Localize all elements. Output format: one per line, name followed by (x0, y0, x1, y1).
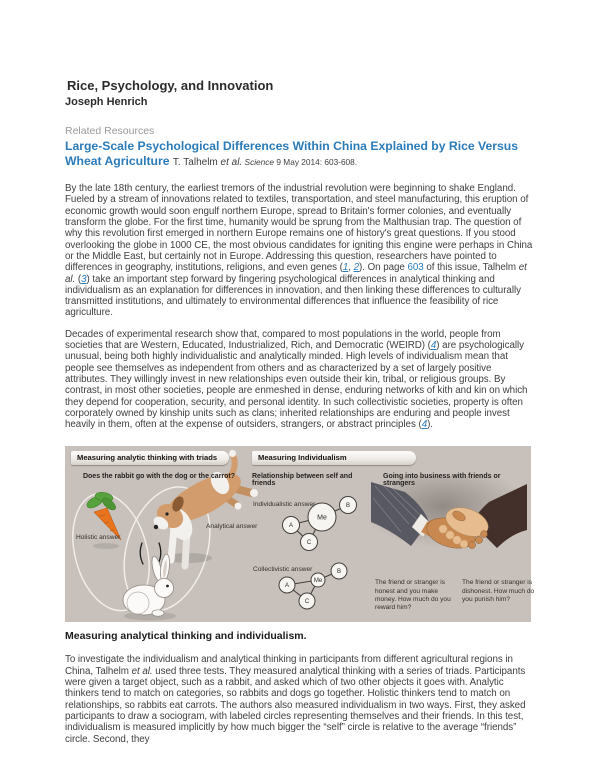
dishonest-scenario-text: The friend or stranger is dishonest. How much do you punish him? (462, 579, 535, 604)
sociogram-node-c: C (304, 599, 310, 606)
reference-link[interactable]: 603 (407, 262, 424, 274)
individualistic-answer-label: Individualistic answer (253, 501, 316, 509)
paragraph-1 (65, 183, 535, 319)
text-run: et al. (220, 156, 243, 168)
figure-header-triads: Measuring analytic thinking with triads (71, 451, 229, 465)
text-run: Decades of experimental research show that, compared to most populations in the world, people from societies that are Western, Educated, Industrialized, Rich, and Democratic (WEIRD) ( (65, 328, 501, 352)
holistic-answer-label: Holistic answer (76, 534, 121, 542)
handshake-illustration (371, 476, 527, 578)
text-run: ) take an important step forward by fingering psychological differences in analytical thinking and individualism as an explanation for differences in innovation, and then linking these differences to culturally transmitted institutions, and ultimately to environmental differences that influence the feasibility of rice agriculture. (65, 273, 521, 319)
related-resources-heading: Related Resources (65, 125, 155, 137)
paragraph-3 (65, 654, 535, 744)
text-run: To investigate the individualism and analytical thinking in participants from different agricultural regions in China, Talhelm (65, 654, 513, 677)
figure-panel (65, 446, 535, 622)
paragraph-2 (65, 329, 535, 431)
text-run: ( (75, 273, 82, 285)
sociogram-illustration (250, 496, 370, 614)
text-run: used three tests. They measured analytical thinking with a series of triads. Participants were given a target object, such as a rabbit, and asked which of two other objects it goes with. Analytic thinkers tend to match on categories, so rabbits and dogs go together. Holistic thinkers tend to match on relationships, so rabbits eat carrots. The authors also measured individualism in two ways. First, they asked participants to draw a sociogram, with labeled circles representing themselves and their friends. In this test, individualism is measured implicitly by how much bigger the “self” circle is relative to the average “friends” circle. Second, they (65, 665, 526, 745)
page-title: Rice, Psychology, and Innovation (67, 78, 274, 93)
sociogram-node-b: B (345, 503, 351, 510)
related-article-link[interactable]: Large-Scale Psychological Differences Within China Explained by Rice Versus Wheat Agriculture (65, 139, 519, 168)
honest-scenario-text: The friend or stranger is honest and you make money. How much do you reward him? (375, 579, 451, 612)
triad-question: Does the rabbit go with the dog or the carrot? (82, 473, 236, 481)
text-run: 9 May 2014: 603-608. (274, 156, 358, 167)
text-run: T. Talhelm (172, 156, 221, 168)
sociogram-node-me: Me (313, 578, 323, 585)
related-resource-entry (65, 139, 535, 170)
text-run: , (348, 262, 354, 274)
figure-caption: Measuring analytical thinking and individualism. (65, 630, 307, 643)
subheading-self-friends: Relationship between self and friends (252, 473, 353, 488)
text-run: ). (427, 419, 433, 431)
figure-header-individualism: Measuring Individualism (252, 451, 416, 465)
text-run: et al. (65, 262, 527, 285)
text-run: ) are psychologically unusual, being both highly individualistic and analytically minded. High levels of individualism mean that people see themselves as independent from others and as characterized by a set of largely positive attributes. They willingly invest in new relationships even outside their kin, tribal, or religious groups. By contrast, in most other societies, people are enmeshed in dense, enduring networks of kith and kin on which they depend for cooperation, security, and personal identity. In such collectivistic societies, property is often corporately owned by kinship units such as clans; inherited relationships are enduring and people invest heavily in them, often at the expense of outsiders, strangers, or abstract principles ( (65, 340, 528, 431)
related-article-byline (173, 154, 357, 168)
collectivistic-answer-label: Collectivistic answer (253, 566, 313, 574)
reference-link[interactable]: 2 (353, 262, 360, 274)
dog-illustration (151, 450, 258, 566)
reference-link[interactable]: 4 (421, 419, 428, 431)
reference-link[interactable]: 3 (81, 273, 87, 285)
sociogram-node-a: A (284, 583, 290, 590)
sociogram-node-c: C (306, 540, 312, 547)
sociogram-node-b: B (336, 569, 342, 576)
text-run: Science (244, 156, 275, 167)
sociogram-node-a: A (288, 523, 294, 530)
subheading-business: Going into business with friends or strangers (383, 473, 501, 488)
reference-link[interactable]: 4 (430, 340, 437, 352)
reference-link[interactable]: 1 (342, 262, 349, 274)
author-name: Joseph Henrich (65, 96, 148, 108)
sociogram-node-me: Me (317, 514, 327, 522)
text-run: of this issue, Talhelm (423, 262, 519, 274)
article-body (65, 78, 535, 755)
analytical-answer-label: Analytical answer (206, 523, 258, 531)
text-run: ). On page (359, 262, 408, 274)
text-run: By the late 18th century, the earliest tremors of the industrial revolution were beginning to shake England. Fueled by a stream of innovations related to textiles, transportation, and steel manufacturing, this eruption of economic growth would soon engulf northern Europe, spread to Britain's former colonies, and eventually transform the globe. For the first time, humanity would be sprung from the Malthusian trap. The question of why this revolution first emerged in northern Europe remains one of history's great questions. If you stood overlooking the globe in 1000 CE, the most obvious candidates for igniting this engine were perhaps in China or the Middle East, but certainly not in Europe. Addressing this question, researchers have pointed to differences in geography, institutions, religions, and even genes ( (65, 183, 533, 274)
text-run: et al. (131, 665, 153, 677)
